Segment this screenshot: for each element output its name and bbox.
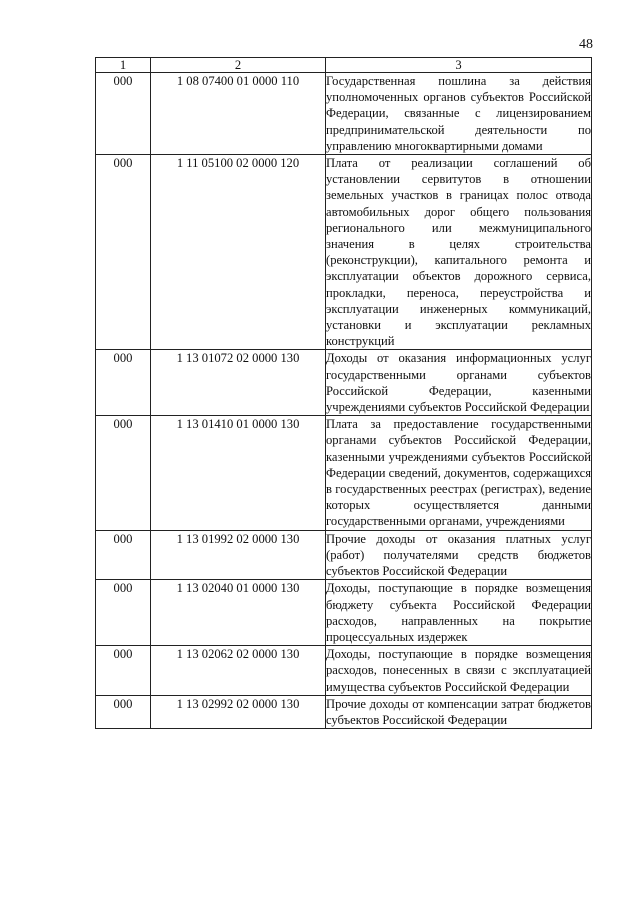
budget-code-cell: 1 13 02040 01 0000 130 [151, 580, 326, 646]
revenue-name-cell: Плата за предоставление государственными органами субъектов Российской Федерации, казенными учреждениями субъектов Российской Федерации сведений, документов, содержащихся в государственных реестрах (регистрах), ведение которых осуществляется данными государственными органами, учреждениями [326, 417, 591, 529]
budget-code-cell: 1 08 07400 01 0000 110 [151, 73, 326, 155]
budget-code-cell: 1 13 02992 02 0000 130 [151, 695, 326, 728]
budget-code-cell: 1 11 05100 02 0000 120 [151, 155, 326, 350]
table-row [96, 646, 592, 696]
table-header-row [96, 58, 592, 73]
revenue-name-cell: Доходы, поступающие в порядке возмещения бюджету субъекта Российской Федерации расходов, направленных на покрытие процессуальных издержек [326, 581, 591, 644]
table-row [96, 350, 592, 416]
budget-code-cell: 1 13 01072 02 0000 130 [151, 350, 326, 416]
admin-code-cell: 000 [96, 350, 151, 416]
budget-code-cell: 1 13 01410 01 0000 130 [151, 416, 326, 530]
table-row [96, 416, 592, 530]
admin-code-cell: 000 [96, 646, 151, 696]
table-row [96, 580, 592, 646]
revenue-name-cell: Государственная пошлина за действия уполномоченных органов субъектов Российской Федерации, связанные с лицензированием предпринимательской деятельности по управлению многоквартирными домами [326, 74, 591, 153]
table-row [96, 530, 592, 580]
column-header-2: 2 [151, 58, 326, 73]
admin-code-cell: 000 [96, 695, 151, 728]
budget-code-cell: 1 13 01992 02 0000 130 [151, 530, 326, 580]
table-row [96, 155, 592, 350]
revenue-name-cell: Прочие доходы от компенсации затрат бюджетов субъектов Российской Федерации [326, 696, 591, 727]
page-number: 48 [579, 37, 593, 52]
revenue-name-cell: Плата от реализации соглашений об установлении сервитутов в отношении земельных участков в границах полос отвода автомобильных дорог общего пользования регионального или межмуниципального значения в целях строительства (реконструкции), капитального ремонта и эксплуатации объектов дорожного сервиса, прокладки, переноса, переустройства и эксплуатации инженерных коммуникаций, установки и эксплуатации рекламных конструкций [326, 156, 591, 349]
admin-code-cell: 000 [96, 155, 151, 350]
admin-code-cell: 000 [96, 416, 151, 530]
column-header-3: 3 [326, 58, 592, 73]
column-header-1: 1 [96, 58, 151, 73]
budget-code-cell: 1 13 02062 02 0000 130 [151, 646, 326, 696]
admin-code-cell: 000 [96, 73, 151, 155]
table-row [96, 73, 592, 155]
admin-code-cell: 000 [96, 530, 151, 580]
revenue-name-cell: Доходы, поступающие в порядке возмещения расходов, понесенных в связи с эксплуатацией имущества субъектов Российской Федерации [326, 647, 591, 694]
revenue-name-cell: Прочие доходы от оказания платных услуг (работ) получателями средств бюджетов субъектов Российской Федерации [326, 531, 591, 579]
revenue-name-cell: Доходы от оказания информационных услуг государственными органами субъектов Российской Федерации, казенными учреждениями субъектов Российской Федерации [326, 351, 591, 415]
table-row [96, 695, 592, 728]
budget-codes-table [95, 57, 592, 729]
admin-code-cell: 000 [96, 580, 151, 646]
